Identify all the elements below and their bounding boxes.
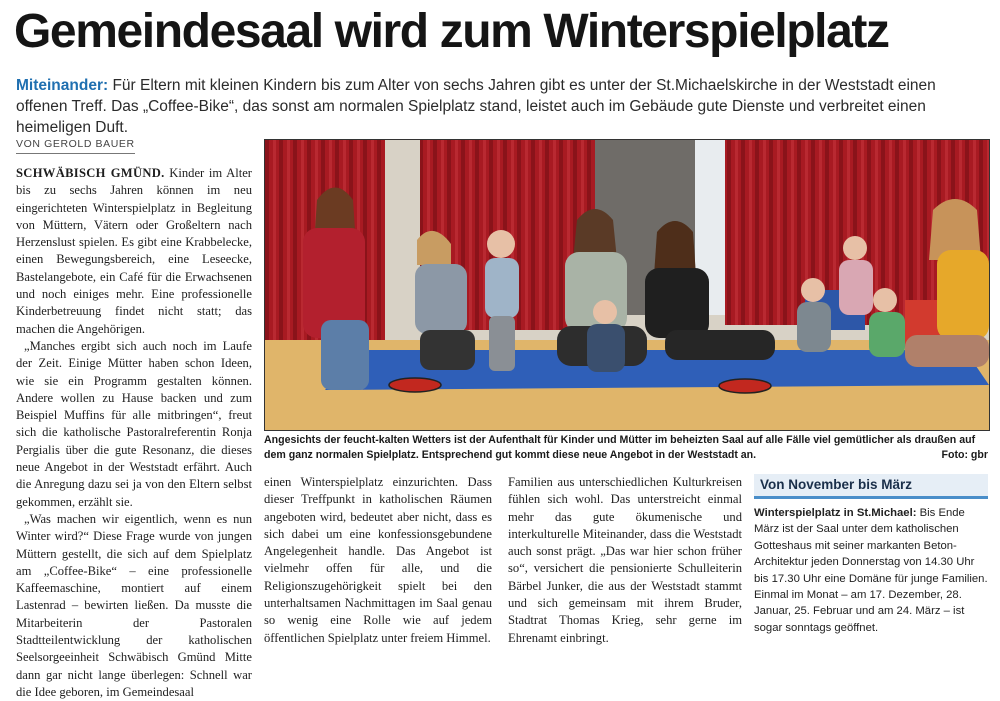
headline: Gemeindesaal wird zum Winterspielplatz — [14, 5, 889, 58]
teaser — [16, 75, 988, 138]
byline: VON GEROLD BAUER — [16, 138, 135, 154]
teaser-kicker: Miteinander: — [16, 77, 109, 94]
dateline: SCHWÄBISCH GMÜND. — [16, 166, 165, 180]
info-box-lead: Winterspielplatz in St.Michael: — [754, 507, 917, 519]
article-photo — [264, 139, 990, 431]
article-paragraph — [16, 165, 252, 338]
info-box-body — [754, 499, 988, 636]
caption-text: Angesichts der feucht-kalten Wetters ist der Aufenthalt für Kinder und Mütter im beheizten Saal auf alle Fälle viel gemütlicher als draußen auf dem ganz normalen Spielplatz. Entsprechend gut kommt diese neue Angebot in der Weststadt an. — [264, 434, 976, 461]
article-paragraph: „Was machen wir eigentlich, wenn es nun Winter wird?“ Diese Frage wurde von jungen Müttern gestellt, die sich auf dem Spielplatz am „Coffee-Bike“ – eine professionelle Kaffeemaschine, montiert auf einem Lastenrad – bewirten ließen. Da musste die Mitarbeiterin der Pastoralen Stadtteilentwicklung der katholischen Seelsorgeeinheit Schwäbisch Gmünd Mitte dann gar nicht lange überlegen: Schnell war die Idee geboren, im Gemeindesaal — [16, 511, 252, 699]
info-box — [754, 474, 988, 636]
photo-credit: Foto: gbr — [941, 448, 988, 461]
article-paragraph-text: Kinder im Alter bis zu sechs Jahren können im neu eingerichteten Winterspielplatz in Begleitung von Müttern, Vätern oder Großeltern nach Herzenslust spielen. Es gibt eine Krabbelecke, einen Bewegungsbereich, eine Leseecke, Bastelangebote, ein Café für die Erwachsenen und noch einiges mehr. Eine professionelle Kinderbetreuung findet nicht statt; das machen die Angehörigen. — [16, 166, 252, 336]
article-paragraph: Familien aus unterschiedlichen Kulturkreisen fühlen sich wohl. Das unterstreicht einmal mehr das gute ökumenische und interkulturelle Miteinander, dass die Weststadt auch sonst prägt. „Das war hier schon früher so“, versichert die pensionierte Schulleiterin Bärbel Junker, die aus der Weststadt stammt und sich gemeinsam mit ihrem Bruder, Stadtrat Thomas Krieg, sehr gerne im Ehrenamt einbringt. — [508, 475, 742, 645]
teaser-text: Für Eltern mit kleinen Kindern bis zum Alter von sechs Jahren gibt es unter der St.Michaelskirche in der Weststadt einen offenen Treff. Das „Coffee-Bike“, das sonst am normalen Spielplatz stand, leistet auch im Gebäude gute Dienste und verbreitet einen heimeligen Duft. — [16, 77, 936, 136]
article-paragraph: einen Winterspielplatz einzurichten. Dass dieser Treffpunkt in katholischen Räumen angeboten wird, bedeutet aber nicht, dass es sich dabei um eine konfessionsgebundene Angelegenheit handle. Das Angebot ist vielmehr offen für alle, und die Religionszugehörigkeit spielt bei den unterhaltsamen Nachmittagen im Saal genau so wenig eine Rolle wie auf jedem öffentlichen Spielplatz unter freiem Himmel. — [264, 475, 492, 645]
article-column-2 — [264, 474, 492, 645]
article-column-3 — [508, 474, 742, 645]
photo-caption — [264, 433, 988, 462]
article-column-1 — [16, 165, 252, 699]
article-paragraph: „Manches ergibt sich auch noch im Laufe der Zeit. Einige Mütter haben schon Ideen, wie sie ein Programm gestalten können. Andere wollen zu Hause backen und zum Beispiel Muffins für alle mitbringen“, freut sich die katholische Pastoralreferentin Ronja Pergialis über die gute Resonanz, die dieses neue Angebot in der Weststadt erfährt. Auch die Anregung dazu sei ja von den Eltern selbst gekommen, erzählt sie. — [16, 338, 252, 509]
info-box-heading: Von November bis März — [754, 474, 988, 499]
info-box-text: Bis Ende März ist der Saal unter dem katholischen Gotteshaus mit seiner markanten Beton-Architektur jeden Donnerstag von 14.30 Uhr bis 17.30 Uhr eine Domäne für junge Familien. Einmal im Monat – am 17. Dezember, 28. Januar, 25. Februar und am 24. März – ist sogar sonntags geöffnet. — [754, 507, 988, 634]
